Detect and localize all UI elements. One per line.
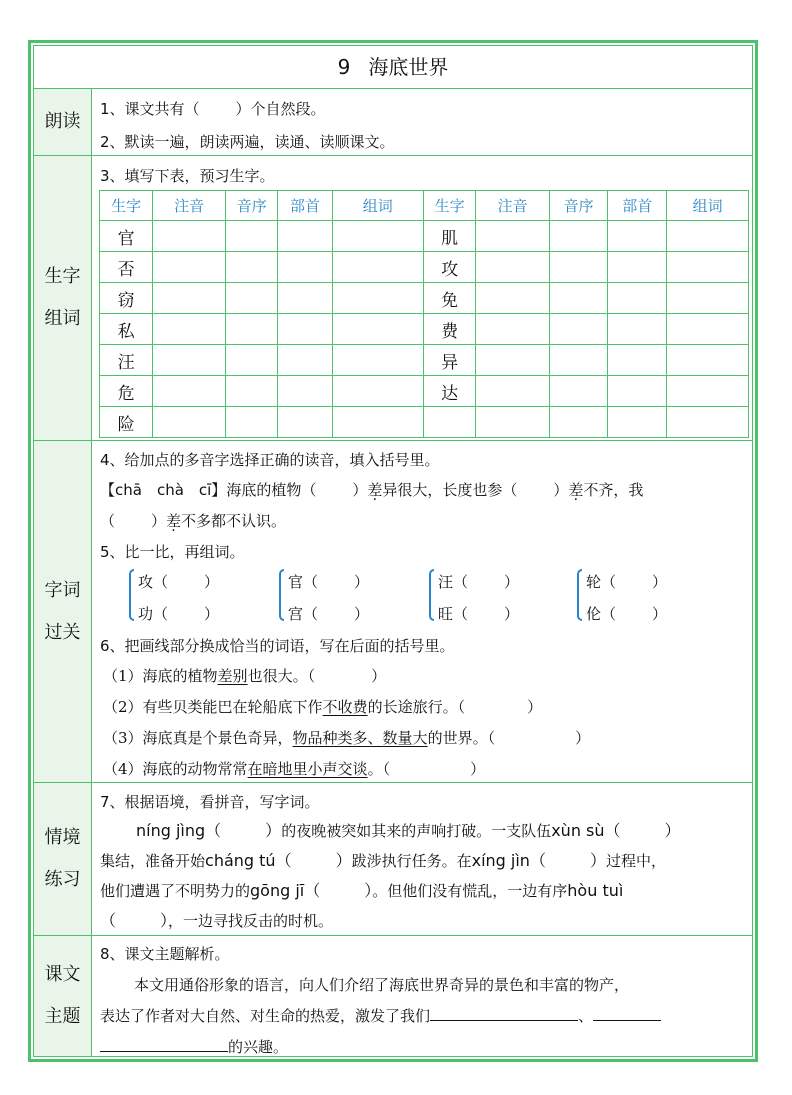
- question-7-title: 7、根据语境，看拼音，写字词。: [100, 793, 320, 811]
- question-7-line-3: [100, 881, 623, 901]
- section-label-shengzi: [34, 156, 92, 440]
- text: ）: [204, 573, 220, 591]
- question-8-line-2: [100, 1006, 661, 1026]
- underlined-phrase: 不收费: [322, 698, 368, 716]
- character-cell: 异: [423, 345, 475, 376]
- question-6-title: 6、把画线部分换成恰当的词语，写在后面的括号里。: [100, 637, 455, 655]
- answer-line[interactable]: [593, 1006, 661, 1021]
- character-cell: 险: [100, 407, 153, 438]
- answer-cell[interactable]: [226, 221, 278, 252]
- character-cell: 费: [423, 314, 475, 345]
- text: 1、课文共有（: [100, 100, 200, 118]
- text: ）: [527, 698, 543, 716]
- section-label-langdu: [34, 89, 92, 155]
- text: ）: [504, 573, 520, 591]
- text: （: [304, 881, 321, 900]
- text: （: [275, 851, 292, 870]
- text: 官（: [288, 573, 319, 591]
- answer-cell[interactable]: [667, 407, 749, 438]
- question-3: 3、填写下表，预习生字。: [100, 167, 275, 185]
- text: 的兴趣。: [228, 1038, 289, 1056]
- text: 不齐，我: [583, 481, 644, 499]
- table-row: [100, 407, 749, 438]
- pinyin: xíng jìn: [471, 851, 530, 870]
- answer-cell[interactable]: [332, 345, 423, 376]
- question-5-title: 5、比一比，再组词。: [100, 543, 245, 561]
- answer-cell[interactable]: [608, 283, 667, 314]
- text: 汪（: [438, 573, 469, 591]
- text: （3）海底真是个景色奇异，: [103, 729, 293, 747]
- answer-cell[interactable]: [608, 376, 667, 407]
- answer-cell[interactable]: [476, 345, 550, 376]
- question-7-line-2: [100, 851, 666, 871]
- dotted-char: 差: [367, 481, 383, 499]
- answer-cell[interactable]: [332, 407, 423, 438]
- text: ，一边寻找反击的时机。: [168, 912, 334, 930]
- character-cell: 汪: [100, 345, 153, 376]
- text: （1）海底的植物: [103, 667, 218, 685]
- text: ）: [352, 481, 368, 499]
- divider: [34, 935, 752, 936]
- question-8-title: 8、课文主题解析。: [100, 945, 230, 963]
- brace-icon: [429, 569, 434, 621]
- text: （4）海底的动物常常: [103, 760, 248, 778]
- brace-icon: [129, 569, 134, 621]
- answer-cell[interactable]: [667, 283, 749, 314]
- text: 的夜晚被突如其来的声响打破。一支队伍: [281, 822, 552, 840]
- answer-line[interactable]: [100, 1037, 228, 1052]
- text: ）: [371, 667, 387, 685]
- divider: [34, 155, 752, 156]
- text: 旺（: [438, 605, 469, 623]
- underlined-phrase: 在暗地里小声交谈: [247, 760, 368, 778]
- divider: [34, 782, 752, 783]
- answer-cell[interactable]: [278, 407, 332, 438]
- text: 伦（: [586, 605, 617, 623]
- text: ）: [354, 605, 370, 623]
- answer-cell[interactable]: [332, 221, 423, 252]
- table-row: [100, 376, 749, 407]
- pinyin: hòu tuì: [567, 881, 624, 900]
- question-6-item-4: [103, 759, 485, 779]
- text: 过程中，: [605, 852, 666, 870]
- answer-cell[interactable]: [226, 314, 278, 345]
- text: ）: [470, 760, 486, 778]
- text: （2）有些贝类能巴在轮船底下作: [103, 698, 323, 716]
- table-row: [100, 314, 749, 345]
- text: ）: [364, 881, 373, 900]
- text: ）: [204, 605, 220, 623]
- divider: [34, 440, 752, 441]
- answer-cell[interactable]: [608, 252, 667, 283]
- text: ）: [652, 573, 668, 591]
- table-row: [100, 345, 749, 376]
- answer-cell[interactable]: [153, 283, 226, 314]
- compare-pair: [586, 572, 667, 592]
- answer-line[interactable]: [430, 1006, 578, 1021]
- brace-icon: [577, 569, 582, 621]
- column-header: 部首: [608, 191, 667, 221]
- character-cell: 否: [100, 252, 153, 283]
- text: ）: [553, 481, 569, 499]
- section-label-zhuti: [34, 936, 92, 1056]
- text: ）: [589, 851, 606, 870]
- table-row: [100, 221, 749, 252]
- underlined-phrase: 物品种类多、数量大: [292, 729, 428, 747]
- answer-cell[interactable]: [667, 345, 749, 376]
- underlined-phrase: 差别: [217, 667, 248, 685]
- question-7-line-4: [100, 911, 333, 931]
- text: ）: [265, 821, 282, 840]
- dotted-char: 差: [568, 481, 584, 499]
- answer-cell[interactable]: [667, 221, 749, 252]
- label-text: 主题: [44, 1006, 81, 1027]
- pinyin: gōng jī: [250, 881, 305, 900]
- text: （: [100, 911, 117, 930]
- answer-cell[interactable]: [153, 221, 226, 252]
- page-title: [34, 46, 752, 89]
- text: 的世界。（: [427, 729, 496, 747]
- answer-cell[interactable]: [226, 252, 278, 283]
- answer-cell[interactable]: [278, 314, 332, 345]
- answer-cell[interactable]: [550, 345, 608, 376]
- text: 海底的植物（: [226, 481, 317, 499]
- answer-cell[interactable]: [476, 314, 550, 345]
- pinyin: cháng tú: [205, 851, 276, 870]
- character-cell: 攻: [423, 252, 475, 283]
- answer-cell[interactable]: [278, 221, 332, 252]
- text: 攻（: [138, 573, 169, 591]
- text: ）: [160, 911, 169, 930]
- answer-cell[interactable]: [332, 283, 423, 314]
- column-header: 组词: [332, 191, 423, 221]
- answer-cell[interactable]: [332, 376, 423, 407]
- question-4-line-1: [100, 480, 643, 500]
- text: （: [529, 851, 546, 870]
- character-cell: [423, 407, 475, 438]
- answer-cell[interactable]: [153, 345, 226, 376]
- column-header: 注音: [153, 191, 226, 221]
- text: 表达了作者对大自然、对生命的热爱，激发了我们: [100, 1007, 431, 1025]
- text: 不多都不认识。: [181, 512, 287, 530]
- character-cell: 达: [423, 376, 475, 407]
- answer-cell[interactable]: [550, 407, 608, 438]
- answer-cell[interactable]: [550, 283, 608, 314]
- answer-cell[interactable]: [667, 376, 749, 407]
- answer-cell[interactable]: [226, 376, 278, 407]
- answer-cell[interactable]: [608, 345, 667, 376]
- compare-pair: [586, 604, 667, 624]
- text: ）个自然段。: [235, 100, 326, 118]
- character-cell: 免: [423, 283, 475, 314]
- answer-cell[interactable]: [153, 314, 226, 345]
- pinyin: xùn sù: [551, 821, 605, 840]
- pinyin-options: 【chā chà cī】: [100, 481, 227, 499]
- label-text: 字词: [44, 579, 81, 601]
- question-4-title: 4、给加点的多音字选择正确的读音，填入括号里。: [100, 451, 440, 469]
- brace-icon: [279, 569, 284, 621]
- text: ）: [652, 605, 668, 623]
- compare-pair: [288, 604, 369, 624]
- compare-pair: [438, 572, 519, 592]
- text: ）: [504, 605, 520, 623]
- text: 也很大。（: [247, 667, 316, 685]
- question-7-line-1: [136, 821, 681, 841]
- column-header: 组词: [667, 191, 749, 221]
- answer-cell[interactable]: [667, 252, 749, 283]
- answer-cell[interactable]: [332, 252, 423, 283]
- character-cell: 窃: [100, 283, 153, 314]
- answer-cell[interactable]: [476, 407, 550, 438]
- text: 轮（: [586, 573, 617, 591]
- table-row: [100, 252, 749, 283]
- answer-cell[interactable]: [332, 314, 423, 345]
- table-header-row: [100, 191, 749, 221]
- answer-cell[interactable]: [608, 407, 667, 438]
- label-text: 练习: [44, 869, 81, 890]
- pinyin: níng jìng: [136, 821, 206, 840]
- answer-cell[interactable]: [153, 252, 226, 283]
- text: ）: [664, 821, 681, 840]
- answer-cell[interactable]: [278, 252, 332, 283]
- answer-cell[interactable]: [476, 376, 550, 407]
- answer-cell[interactable]: [153, 407, 226, 438]
- column-header: 音序: [550, 191, 608, 221]
- label-text: 过关: [44, 621, 81, 643]
- table-row: [100, 283, 749, 314]
- question-2: 2、默读一遍，朗读两遍，读通、读顺课文。: [100, 133, 395, 151]
- label-text: 情境: [44, 827, 81, 848]
- column-header: 生字: [100, 191, 153, 221]
- question-1: [100, 99, 326, 119]
- text: 他们遭遇了不明势力的: [100, 882, 251, 900]
- label-text: 朗读: [44, 111, 81, 132]
- answer-cell[interactable]: [476, 252, 550, 283]
- text: ）: [575, 729, 591, 747]
- answer-cell[interactable]: [226, 345, 278, 376]
- text: ）: [151, 512, 167, 530]
- column-header: 部首: [278, 191, 332, 221]
- answer-cell[interactable]: [278, 345, 332, 376]
- answer-cell[interactable]: [278, 283, 332, 314]
- answer-cell[interactable]: [550, 221, 608, 252]
- answer-cell[interactable]: [153, 376, 226, 407]
- section-label-ciguo: [34, 441, 92, 782]
- question-4-line-2: [100, 511, 286, 531]
- text: （: [205, 821, 222, 840]
- text: 。（: [367, 760, 391, 778]
- answer-cell[interactable]: [608, 314, 667, 345]
- text: 异很大，长度也参（: [382, 481, 518, 499]
- compare-pair: [288, 572, 369, 592]
- answer-cell[interactable]: [608, 221, 667, 252]
- text: ）: [335, 851, 352, 870]
- question-8-line-1: 本文用通俗形象的语言，向人们介绍了海底世界奇异的景色和丰富的物产，: [134, 976, 630, 994]
- column-header: 生字: [423, 191, 475, 221]
- text: 集结，准备开始: [100, 852, 206, 870]
- question-6-item-2: [103, 697, 542, 717]
- lesson-number: 9: [337, 55, 351, 79]
- question-6-item-3: [103, 728, 590, 748]
- label-text: 生字: [44, 266, 81, 287]
- answer-cell[interactable]: [476, 221, 550, 252]
- character-cell: 肌: [423, 221, 475, 252]
- answer-cell[interactable]: [550, 252, 608, 283]
- character-cell: 危: [100, 376, 153, 407]
- label-text: 课文: [44, 964, 81, 985]
- text: 跋涉执行任务。在: [351, 852, 472, 870]
- dotted-char: 差: [166, 512, 182, 530]
- text: （: [604, 821, 621, 840]
- label-text: 组词: [44, 308, 81, 329]
- question-8-line-3: [100, 1037, 288, 1057]
- question-6-item-1: [103, 666, 386, 686]
- answer-cell[interactable]: [550, 314, 608, 345]
- compare-pair: [138, 572, 219, 592]
- answer-cell[interactable]: [550, 376, 608, 407]
- compare-pair: [138, 604, 219, 624]
- text: 宫（: [288, 605, 319, 623]
- answer-cell[interactable]: [226, 283, 278, 314]
- character-cell: 官: [100, 221, 153, 252]
- text: 。但他们没有慌乱，一边有序: [372, 882, 568, 900]
- character-cell: 私: [100, 314, 153, 345]
- text: 、: [578, 1007, 594, 1025]
- answer-cell[interactable]: [278, 376, 332, 407]
- answer-cell[interactable]: [667, 314, 749, 345]
- character-table: [99, 190, 749, 438]
- lesson-title: 海底世界: [368, 55, 449, 79]
- compare-pair: [438, 604, 519, 624]
- column-header: 音序: [226, 191, 278, 221]
- text: 功（: [138, 605, 169, 623]
- text: ）: [354, 573, 370, 591]
- text: 的长途旅行。（: [367, 698, 466, 716]
- column-header: 注音: [476, 191, 550, 221]
- answer-cell[interactable]: [226, 407, 278, 438]
- text: （: [100, 512, 116, 530]
- section-label-qingjing: [34, 783, 92, 935]
- answer-cell[interactable]: [476, 283, 550, 314]
